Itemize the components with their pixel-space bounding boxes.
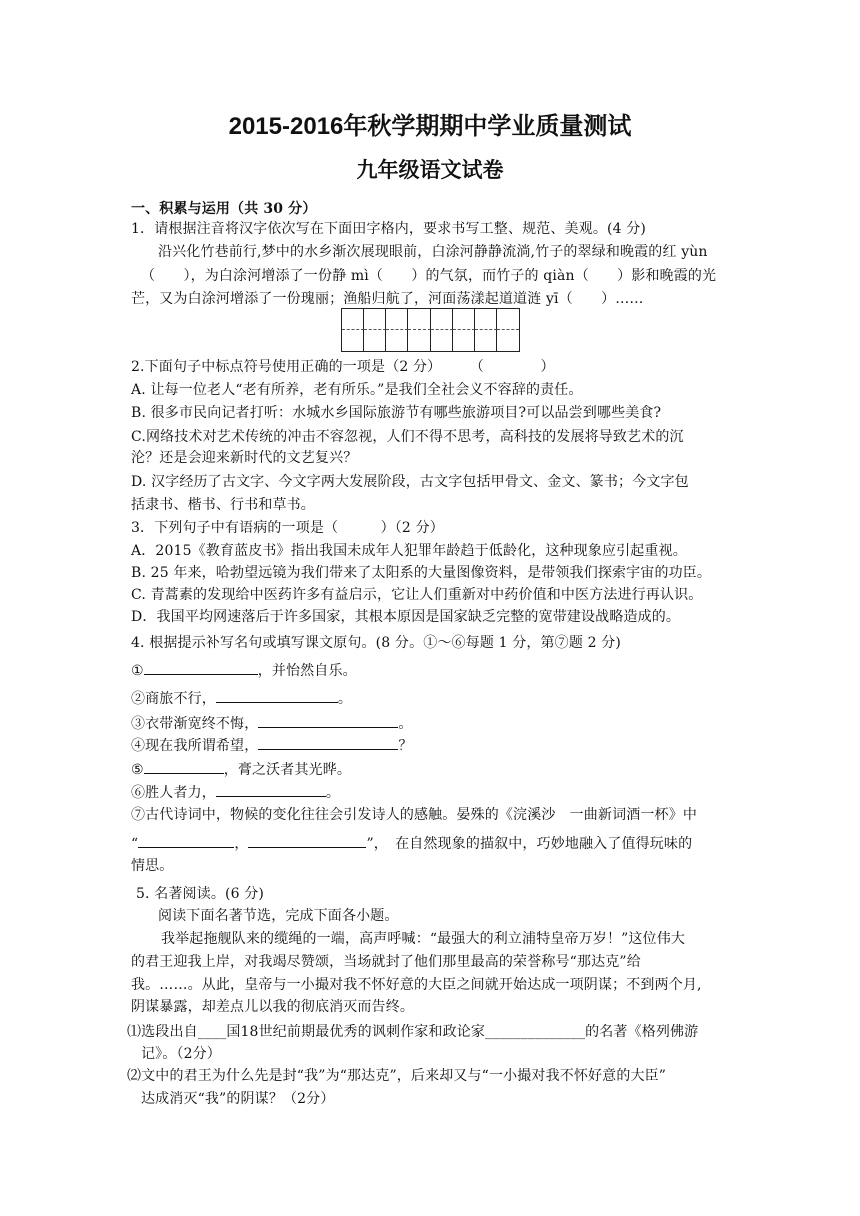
q1-passage-line3: 芒，又为白涂河增添了一份瑰丽；渔船归航了，河面荡漾起道道涟 yī（ ）…… xyxy=(131,291,644,307)
q5-excerpt-line1: 我举起拖舰队来的缆绳的一端，高声呼喊：“最强大的利立浦特皇帝万岁！”这位伟大 xyxy=(161,931,686,947)
q4-item-4 xyxy=(131,735,731,755)
grid-cell[interactable] xyxy=(364,309,386,330)
q4-item-2 xyxy=(131,688,731,708)
q5-intro: 阅读下面名著节选，完成下面各小题。 xyxy=(158,908,399,924)
grid-cell[interactable] xyxy=(431,309,453,330)
q5-sub2-line2: 达成消灭“我”的阴谋？（2分） xyxy=(141,1091,335,1107)
fill-blank[interactable] xyxy=(144,660,258,675)
q2-option-c-line1: C.网络技术对艺术传统的冲击不容忽视，人们不得不思考，高科技的发展将导致艺术的沉 xyxy=(131,429,684,445)
fill-blank[interactable] xyxy=(258,735,398,750)
q4-item-3 xyxy=(131,713,731,733)
q4-item-2-prefix: ②商旅不行， xyxy=(131,691,216,707)
section-heading: 一、积累与运用（共 30 分） xyxy=(131,201,317,217)
q5-excerpt-line2: 的君王迎我上岸，对我竭尽赞颂，当场就封了他们那里最高的荣誉称号“那达克”给 xyxy=(131,954,641,970)
q4-item-2-suffix: 。 xyxy=(337,691,353,707)
grid-cell[interactable] xyxy=(475,330,497,351)
exam-title: 2015-2016年秋学期期中学业质量测试 xyxy=(228,113,632,140)
tianzige-writing-grid[interactable] xyxy=(341,308,520,352)
q4-item-5 xyxy=(131,759,731,779)
q5-excerpt-line4: 阴谋暴露，却差点儿以我的彻底消灭而告终。 xyxy=(131,999,414,1015)
q4-item-4-prefix: ④现在我所谓希望， xyxy=(131,738,259,754)
q4-item-7-line2 xyxy=(131,833,731,853)
q2-option-c-line2: 沦？还是会迎来新时代的文艺复兴？ xyxy=(131,450,358,466)
q4-item-1 xyxy=(131,660,731,680)
q2-option-a: A. 让每一位老人“老有所养，老有所乐。”是我们全社会义不容辞的责任。 xyxy=(131,382,583,398)
exam-subtitle: 九年级语文试卷 xyxy=(356,159,504,182)
q4-item-7-line2-tail: 在自然现象的描叙中，巧妙地融入了值得玩味的 xyxy=(380,836,693,852)
q5-sub1-line2: 记》。（2分） xyxy=(141,1046,221,1062)
grid-cell[interactable] xyxy=(386,309,408,330)
q4-stem: 4. 根据提示补写名句或填写课文原句。(8 分。①～⑥每题 1 分，第⑦题 2 分) xyxy=(131,635,622,651)
q4-item-6-suffix: 。 xyxy=(325,785,341,801)
q1-passage-line2: （ ），为白涂河增添了一份静 mì（ ）的气氛，而竹子的 qiàn（ ）影和晚霞的光 xyxy=(141,268,717,284)
q2-option-d-line1: D. 汉字经历了古文字、今文字两大发展阶段，古文字包括甲骨文、金文、篆书；今文字包 xyxy=(131,474,689,490)
grid-cell[interactable] xyxy=(408,330,430,351)
q5-excerpt-line3: 我。……。从此，皇帝与一小撮对我不怀好意的大臣之间就开始达成一项阴谋；不到两个月, xyxy=(131,977,702,993)
fill-blank[interactable] xyxy=(138,833,234,848)
grid-cell[interactable] xyxy=(453,309,475,330)
fill-blank[interactable] xyxy=(248,833,366,848)
grid-cell[interactable] xyxy=(342,309,364,330)
q4-item-7-line3: 情思。 xyxy=(131,858,174,874)
grid-cell[interactable] xyxy=(364,330,386,351)
fill-blank[interactable] xyxy=(144,759,224,774)
q4-item-7-comma: ， xyxy=(234,836,249,852)
q4-item-1-suffix: ，并怡然自乐。 xyxy=(257,663,357,679)
grid-cell[interactable] xyxy=(431,330,453,351)
q4-item-4-suffix: ？ xyxy=(398,738,413,754)
q4-item-3-suffix: 。 xyxy=(398,716,413,732)
q4-item-6-prefix: ⑥胜人者力， xyxy=(131,785,216,801)
q4-item-7-close-quote: ”， xyxy=(366,836,381,852)
grid-cell[interactable] xyxy=(497,330,519,351)
grid-cell[interactable] xyxy=(497,309,519,330)
fill-blank[interactable] xyxy=(216,782,326,797)
q4-item-5-prefix: ⑤ xyxy=(131,762,144,778)
fill-blank[interactable] xyxy=(258,713,398,728)
grid-cell[interactable] xyxy=(342,330,364,351)
q4-item-7-line1: ⑦古代诗词中，物候的变化往往会引发诗人的感触。晏殊的《浣溪沙 一曲新词酒一杯》中 xyxy=(131,807,697,823)
q5-stem: 5. 名著阅读。(6 分) xyxy=(136,886,265,902)
fill-blank[interactable] xyxy=(216,688,338,703)
grid-cell[interactable] xyxy=(453,330,475,351)
q3-option-a: A．2015《教育蓝皮书》指出我国未成年人犯罪年龄趋于低龄化，这种现象应引起重视。 xyxy=(131,543,687,559)
q2-option-b: B. 很多市民向记者打听：水城水乡国际旅游节有哪些旅游项目?可以品尝到哪些美食? xyxy=(131,405,662,421)
grid-cell[interactable] xyxy=(408,309,430,330)
q4-item-7-open-quote: “ xyxy=(131,836,139,852)
q2-stem: 2.下面句子中标点符号使用正确的一项是（2 分） （ ） xyxy=(131,359,555,375)
q3-option-d: D．我国平均网速落后于许多国家，其根本原因是国家缺乏完整的宽带建设战略造成的。 xyxy=(131,609,681,625)
q3-option-b: B. 25 年来，哈勃望远镜为我们带来了太阳系的大量图像资料，是带领我们探索宇宙的功臣。 xyxy=(131,565,712,581)
grid-cell[interactable] xyxy=(386,330,408,351)
q5-sub2-line1: ⑵文中的君王为什么先是封“我”为“那达克”，后来却又与“一小撮对我不怀好意的大臣” xyxy=(127,1068,667,1084)
q4-item-6 xyxy=(131,782,731,802)
q3-option-c: C. 青蒿素的发现给中医药许多有益启示，它让人们重新对中药价值和中医方法进行再认识。 xyxy=(131,587,703,603)
grid-cell[interactable] xyxy=(475,309,497,330)
q1-passage-line1: 沿兴化竹巷前行,梦中的水乡渐次展现眼前，白涂河静静流淌,竹子的翠绿和晚霞的红 yùn xyxy=(158,244,708,260)
q4-item-5-suffix: ，膏之沃者其光晔。 xyxy=(223,762,352,778)
q3-stem: 3．下列句子中有语病的一项是（ ）（2 分） xyxy=(131,520,444,536)
q4-item-1-prefix: ① xyxy=(131,663,144,679)
q2-option-d-line2: 括隶书、楷书、行书和草书。 xyxy=(131,497,315,513)
q5-sub1-line1: ⑴选段出自____国18世纪前期最优秀的讽刺作家和政论家______________的名著《格列佛游 xyxy=(127,1024,699,1040)
q1-stem: 1．请根据注音将汉字依次写在下面田字格内，要求书写工整、规范、美观。(4 分) xyxy=(131,221,647,237)
q4-item-3-prefix: ③衣带渐宽终不悔， xyxy=(131,716,259,732)
